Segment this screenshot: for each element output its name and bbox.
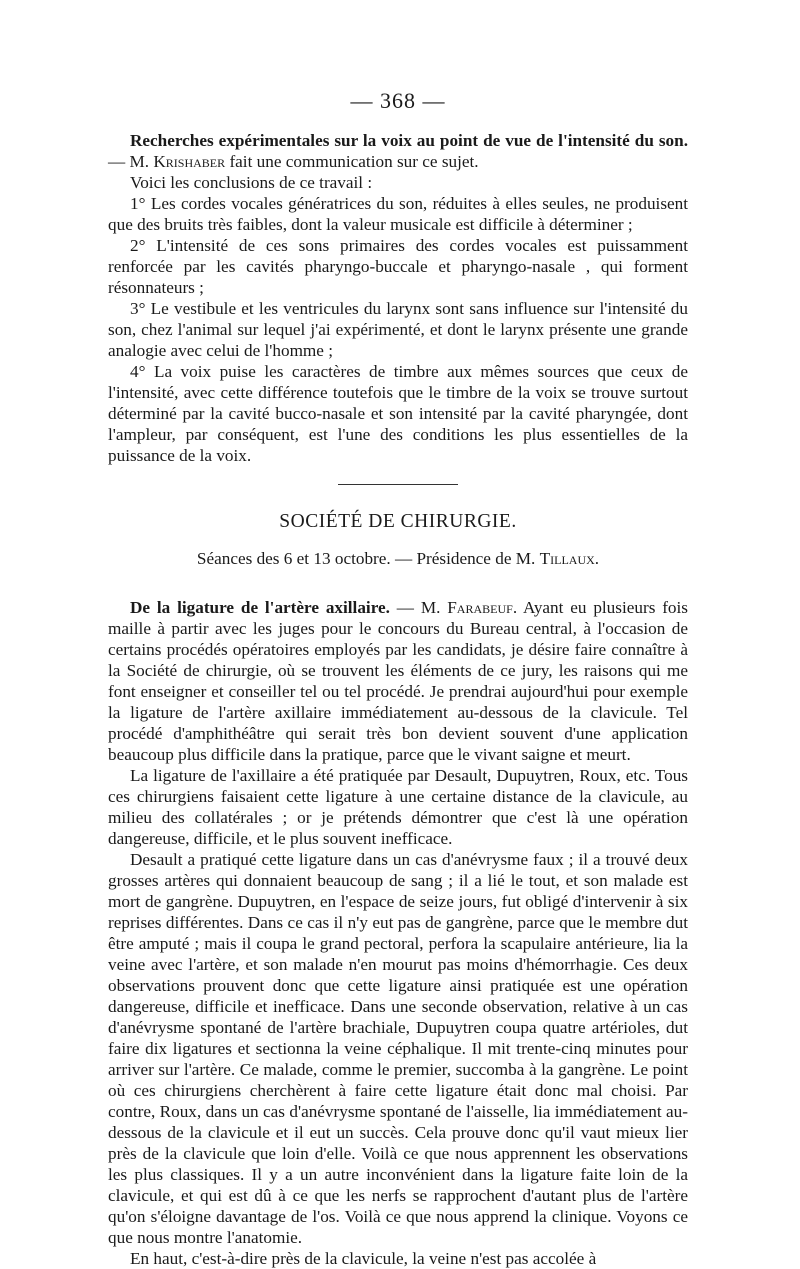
sessions-line xyxy=(108,549,688,569)
para-1-body: . Ayant eu plusieurs fois maille à partir avec les juges pour le concours du Bureau central, à l'occasion de certains procédés opératoires employés par les candidats, je désire faire connaître à la Société de chirurgie, où se trouvent les éléments de ce jury, les raisons qui me font enseigner et conseiller tel ou tel procédé. Je prendrai aujourd'hui pour exemple la ligature de l'artère axillaire immédiatement au-dessous de la clavicule. Tel procédé d'amphithéâtre qui serait très bon devient souvent d'une application beaucoup plus difficile dans la pratique, parce que le vivant saigne et meurt. xyxy=(108,598,688,764)
intro-suffix: fait une communication sur ce sujet. xyxy=(225,152,479,171)
conclusion-point-3: 3° Le vestibule et les ventricules du larynx sont sans influence sur l'intensité du son, chez l'animal sur lequel j'ai expérimenté, et dont le larynx présente une grande analogie avec celui de l'homme ; xyxy=(108,299,688,360)
conclusion-point-1: 1° Les cordes vocales génératrices du son, réduites à elles seules, ne produisent que des bruits très faibles, dont la valeur musicale est difficile à déterminer ; xyxy=(108,194,688,234)
president-name: Tillaux xyxy=(539,549,595,568)
author-name: Farabeuf xyxy=(447,598,513,617)
article-ligature-para-1 xyxy=(108,597,688,765)
article-ligature-para-4: En haut, c'est-à-dire près de la clavicule, la veine n'est pas accolée à xyxy=(130,1249,597,1268)
conclusions-lead: Voici les conclusions de ce travail : xyxy=(130,173,373,192)
sessions-prefix: Séances des 6 et 13 octobre. — Présidence de M. xyxy=(196,549,540,568)
author-name: Krishaber xyxy=(153,152,226,171)
page-number: — 368 — xyxy=(350,88,446,113)
article-axillary-ligature xyxy=(108,597,688,1269)
article-ligature-para-2: La ligature de l'axillaire a été pratiquée par Desault, Dupuytren, Roux, etc. Tous ces chirurgiens faisaient cette ligature à une certaine distance de la clavicule, au milieu des collatérales ; or je prétends démontrer que c'est là une opération dangereuse, difficile, et le plus souvent inefficace. xyxy=(108,766,688,848)
section-heading: SOCIÉTÉ DE CHIRURGIE. xyxy=(279,511,517,532)
conclusion-point-4: 4° La voix puise les caractères de timbre aux mêmes sources que ceux de l'intensité, avec cette différence toutefois que le timbre de la voix se trouve surtout déterminé par la cavité bucco-nasale et son intensité par la cavité pharyngée, dont l'ampleur, par conséquent, est l'une des conditions les plus essentielles de la puissance de la voix. xyxy=(108,362,688,465)
section-divider xyxy=(338,484,458,485)
author-prefix: — M. xyxy=(389,598,448,617)
sessions-suffix: . xyxy=(594,549,600,568)
article-ligature-para-3: Desault a pratiqué cette ligature dans un cas d'anévrysme faux ; il a trouvé deux grosses artères qui donnaient beaucoup de sang ; il a lié le tout, et son malade est mort de gangrène. Dupuytren, en l'espace de seize jours, fut obligé d'intervenir à six reprises différentes. Dans ce cas il n'y eut pas de gangrène, parce que le membre dut être amputé ; mais il coupa le grand pectoral, perfora la scapulaire antérieure, lia la veine avec l'artère, et son malade n'en mourut pas moins d'hémorrhagie. Ces deux observations prouvent donc que cette ligature ainsi pratiquée est une opération dangereuse, difficile et inefficace. Dans une seconde observation, relative à un cas d'anévrysme spontané de l'artère brachiale, Dupuytren coupa quatre artérioles, dut faire dix ligatures et sectionna la veine céphalique. Il mit trente-cinq minutes pour arriver sur l'artère. Ce malade, comme le premier, succomba à la gangrène. Le point où ces chirurgiens cherchèrent à faire cette ligature était donc mal choisi. Par contre, Roux, dans un cas d'anévrysme spontané de l'aisselle, lia immédiatement au-dessous de la clavicule et il eut un succès. Cela prouve donc qu'il vaut mieux lier près de la clavicule que loin d'elle. Voilà ce que nous apprennent les observations les plus classiques. Il y a un autre inconvénient dans la ligature faite loin de la clavicule, et qui est dû à ce que les nerfs se rapprochent d'autant plus de l'artère qu'on s'éloigne davantage de l'os. Voilà ce que nous apprend la clinique. Voyons ce que nous montre l'anatomie. xyxy=(108,850,688,1247)
conclusion-point-2: 2° L'intensité de ces sons primaires des cordes vocales est puissamment renforcée par les cavités pharyngo-buccale et pharyngo-nasale , qui forment résonnateurs ; xyxy=(108,236,688,297)
author-prefix: — M. xyxy=(108,152,154,171)
article-voice-intensity xyxy=(108,130,688,466)
article-voice-intro xyxy=(108,130,688,172)
article-voice-title: Recherches expérimentales sur la voix au point de vue de l'intensité du son. xyxy=(130,131,688,150)
article-ligature-title: De la ligature de l'artère axillaire. xyxy=(130,598,390,617)
